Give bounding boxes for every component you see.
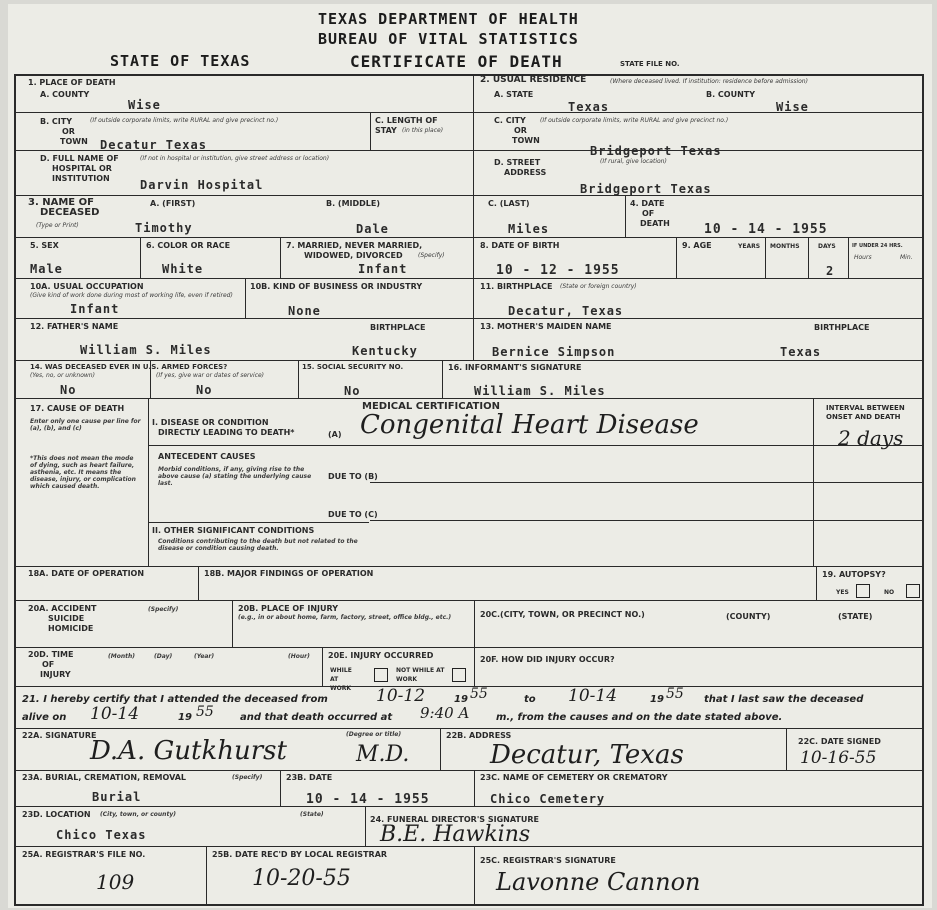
divider — [15, 600, 923, 601]
place-of-death-label: 1. PLACE OF DEATH — [28, 78, 116, 87]
divider — [15, 806, 923, 807]
street-label: D. STREET — [494, 158, 541, 167]
hospital-value: Darvin Hospital — [140, 178, 264, 192]
divider — [15, 398, 923, 399]
street-note: (If rural, give location) — [600, 158, 667, 165]
part1b-label: DIRECTLY LEADING TO DEATH* — [158, 428, 295, 437]
ssn-label: 15. SOCIAL SECURITY NO. — [302, 363, 404, 371]
date-23b-label: 23B. DATE — [286, 773, 333, 782]
stay-note: (in this place) — [402, 127, 444, 134]
color-label: 6. COLOR OR RACE — [146, 241, 231, 250]
part2-label: II. OTHER SIGNIFICANT CONDITIONS — [152, 526, 315, 535]
date-recd-label: 25B. DATE REC'D BY LOCAL REGISTRAR — [212, 850, 388, 859]
date-signed-label: 22C. DATE SIGNED — [798, 737, 881, 746]
res-street-value: Bridgeport Texas — [590, 144, 722, 158]
due-c-label: DUE TO (C) — [328, 510, 378, 519]
while-work-label: WHILE AT WORK — [330, 667, 352, 692]
funeral-label: 24. FUNERAL DIRECTOR'S SIGNATURE — [370, 815, 539, 824]
divider — [786, 729, 787, 770]
divider — [848, 238, 849, 278]
hour-label: (Hour) — [288, 653, 310, 660]
informant-label: 16. INFORMANT'S SIGNATURE — [448, 363, 582, 372]
divider — [474, 112, 923, 113]
occupation-label: 10A. USUAL OCCUPATION — [30, 282, 144, 291]
reg-file-label: 25A. REGISTRAR'S FILE NO. — [22, 850, 146, 859]
birthplace-label: 11. BIRTHPLACE — [480, 282, 553, 291]
business-value: None — [288, 304, 321, 318]
divider — [370, 520, 923, 521]
physician-signature: D.A. Gutkhurst — [90, 736, 287, 766]
divider — [676, 238, 677, 278]
accident-specify: (Specify) — [148, 606, 179, 613]
married-label-2: WIDOWED, DIVORCED — [304, 251, 403, 260]
divider — [140, 238, 141, 278]
divider — [15, 770, 923, 771]
certify-text-1: 21. I hereby certify that I attended the deceased from — [22, 694, 328, 705]
divider — [15, 112, 473, 113]
res-or-label: OR — [514, 126, 527, 135]
divider — [15, 195, 923, 196]
sig-address-value: Decatur, Texas — [490, 740, 684, 770]
state-p-label: (STATE) — [838, 612, 873, 621]
cause-label: 17. CAUSE OF DEATH — [30, 404, 125, 413]
divider — [206, 847, 207, 906]
to-label: to — [524, 694, 536, 705]
usual-residence-note: (Where deceased lived. If institution: residence before admission) — [610, 78, 808, 85]
married-specify: (Specify) — [418, 252, 445, 259]
not-while-checkbox[interactable] — [452, 668, 466, 682]
occupation-note: (Give kind of work done during most of working life, even if retired) — [30, 292, 233, 299]
divider — [149, 522, 369, 523]
age-days-value: 2 — [826, 264, 835, 278]
certificate-title: CERTIFICATE OF DEATH — [350, 52, 563, 71]
county-label: A. COUNTY — [40, 90, 90, 99]
divider — [440, 729, 441, 770]
location-label: 23D. LOCATION — [22, 810, 91, 819]
part1-label: I. DISEASE OR CONDITION — [152, 418, 269, 427]
autopsy-yes-checkbox[interactable] — [856, 584, 870, 598]
marital-value: Infant — [358, 262, 408, 276]
dept-title: TEXAS DEPARTMENT OF HEALTH — [318, 10, 579, 28]
divider — [298, 361, 299, 398]
divider — [322, 648, 323, 686]
birthplace-value: Decatur, Texas — [508, 304, 624, 318]
divider — [365, 807, 366, 846]
days-label: DAYS — [818, 243, 836, 250]
alive-year-value: 55 — [196, 704, 214, 720]
burial-value: Burial — [92, 790, 142, 804]
sex-label: 5. SEX — [30, 241, 59, 250]
from-year-19: 19 — [454, 694, 468, 705]
not-while-label: NOT WHILE AT WORK — [396, 667, 445, 683]
middle-label: B. (MIDDLE) — [326, 199, 381, 208]
deceased-label: DECEASED — [40, 207, 100, 218]
findings-label: 18B. MAJOR FINDINGS OF OPERATION — [204, 569, 374, 578]
hospital-note: (If not in hospital or institution, give street address or location) — [140, 155, 330, 162]
hospital-label: D. FULL NAME OF — [40, 154, 119, 163]
location-note: (City, town, or county) — [100, 811, 176, 818]
death-label: DEATH — [640, 219, 670, 228]
years-label: YEARS — [738, 243, 761, 250]
divider — [15, 647, 923, 648]
divider — [280, 238, 281, 278]
morbid-note: Morbid conditions, if any, giving rise to the above cause (a) stating the underlying cause last. — [158, 466, 312, 487]
date-signed-value: 10-16-55 — [800, 748, 877, 768]
medical-certification-label: MEDICAL CERTIFICATION — [362, 401, 500, 412]
to-year-value: 55 — [666, 686, 684, 702]
father-birthplace-value: Kentucky — [352, 344, 418, 358]
father-value: William S. Miles — [80, 343, 212, 357]
date-of-death-value: 10 - 14 - 1955 — [704, 222, 828, 237]
cause-note-2: *This does not mean the mode of dying, such as heart failure, asthenia, etc. It means the disease, injury, or complication which caused death. — [30, 455, 136, 490]
hospital-label-3: INSTITUTION — [52, 174, 110, 183]
cemetery-value: Chico Cemetery — [490, 792, 606, 806]
name-label: 3. NAME OF — [28, 197, 94, 208]
place-injury-note: (e.g., in or about home, farm, factory, street, office bldg., etc.) — [238, 614, 452, 621]
city-note: (If outside corporate limits, write RURAL and give precinct no.) — [90, 117, 279, 124]
date-of-label: OF — [642, 209, 655, 218]
injury-label: INJURY — [40, 670, 71, 679]
time-label: 20D. TIME — [28, 650, 74, 659]
armed-label: 14. WAS DECEASED EVER IN U.S. ARMED FORCES? — [30, 363, 228, 371]
divider — [474, 847, 475, 906]
city-town-label: 20C.(CITY, TOWN, OR PRECINCT NO.) — [480, 610, 645, 619]
divider — [15, 360, 923, 361]
months-label: MONTHS — [770, 243, 800, 250]
dob-value: 10 - 12 - 1955 — [496, 263, 620, 278]
res-city-label: C. CITY — [494, 116, 526, 125]
part1-a-label: (A) — [328, 430, 342, 439]
town-label: TOWN — [60, 137, 88, 146]
divider — [474, 771, 475, 806]
cause-a-value: Congenital Heart Disease — [360, 410, 699, 440]
stay-label: STAY — [375, 126, 397, 135]
autopsy-yes-label: YES — [836, 589, 849, 596]
city-value: Decatur Texas — [100, 138, 207, 152]
mother-birthplace-label: BIRTHPLACE — [814, 323, 870, 332]
address-22-label: 22B. ADDRESS — [446, 731, 512, 740]
state-23-label: (State) — [300, 811, 324, 818]
under24-label: IF UNDER 24 HRS. — [852, 243, 903, 249]
from-date-value: 10-12 — [376, 686, 426, 706]
hospital-label-2: HOSPITAL OR — [52, 164, 112, 173]
divider — [15, 278, 923, 279]
county-value: Wise — [128, 98, 161, 112]
occupation-value: Infant — [70, 302, 120, 316]
county-p-label: (COUNTY) — [726, 612, 771, 621]
last-name-value: Miles — [508, 222, 550, 236]
first-label: A. (FIRST) — [150, 199, 196, 208]
from-year-value: 55 — [470, 686, 488, 702]
alive-year-19: 19 — [178, 712, 192, 723]
res-city-note: (If outside corporate limits, write RURAL and give precinct no.) — [540, 117, 729, 124]
death-time-value: 9:40 A — [420, 704, 470, 722]
divider — [15, 237, 923, 238]
divider — [149, 445, 923, 446]
cause-note: Enter only one cause per line for (a), (b), and (c) — [30, 418, 141, 432]
date-label: 4. DATE — [630, 199, 665, 208]
due-b-label: DUE TO (B) — [328, 472, 378, 481]
divider — [625, 196, 626, 237]
res-state-label: A. STATE — [494, 90, 534, 99]
reg-file-value: 109 — [96, 870, 135, 894]
divider — [808, 238, 809, 278]
divider — [816, 567, 817, 600]
state-of-texas: STATE OF TEXAS — [110, 52, 251, 70]
divider — [370, 112, 371, 150]
divider — [370, 482, 923, 483]
autopsy-label: 19. AUTOPSY? — [822, 570, 886, 579]
birthplace-note: (State or foreign country) — [560, 283, 637, 290]
divider — [15, 566, 923, 567]
divider — [148, 399, 149, 566]
interval-label-2: ONSET AND DEATH — [826, 413, 901, 421]
date-recd-value: 10-20-55 — [252, 866, 351, 891]
accident-label: 20A. ACCIDENT — [28, 604, 97, 613]
min-label: Min. — [900, 254, 913, 261]
signature-label: 22A. SIGNATURE — [22, 731, 97, 740]
sex-value: Male — [30, 262, 63, 276]
or-label: OR — [62, 127, 75, 136]
type-print-note: (Type or Print) — [36, 222, 79, 229]
divider — [15, 150, 473, 151]
year-label: (Year) — [194, 653, 215, 660]
death-at-label: and that death occurred at — [240, 712, 393, 723]
burial-date-value: 10 - 14 - 1955 — [306, 792, 430, 807]
first-name-value: Timothy — [135, 221, 193, 235]
reg-sig-label: 25C. REGISTRAR'S SIGNATURE — [480, 856, 616, 865]
burial-label: 23A. BURIAL, CREMATION, REMOVAL — [22, 773, 187, 782]
degree-label: (Degree or title) — [346, 731, 402, 738]
length-label: C. LENGTH OF — [375, 116, 438, 125]
age-label: 9. AGE — [682, 241, 712, 250]
mother-label: 13. MOTHER'S MAIDEN NAME — [480, 322, 612, 331]
divider — [15, 686, 923, 687]
hours-label: Hours — [854, 254, 872, 261]
registrar-signature: Lavonne Cannon — [496, 868, 701, 896]
res-state-value: Texas — [568, 100, 610, 114]
part2-note: Conditions contributing to the death but not related to the disease or condition causing death. — [158, 538, 358, 552]
divider — [15, 318, 923, 319]
bureau-title: BUREAU OF VITAL STATISTICS — [318, 30, 579, 48]
divider — [198, 567, 199, 600]
res-address-value: Bridgeport Texas — [580, 182, 712, 196]
while-work-checkbox[interactable] — [374, 668, 388, 682]
armed-note-2: (If yes, give war or dates of service) — [156, 372, 265, 379]
divider — [280, 771, 281, 806]
suicide-label: SUICIDE — [48, 614, 85, 623]
res-town-label: TOWN — [512, 136, 540, 145]
city-label: B. CITY — [40, 117, 73, 126]
mother-value: Bernice Simpson — [492, 345, 616, 359]
interval-label: INTERVAL BETWEEN — [826, 404, 905, 412]
month-label: (Month) — [108, 653, 135, 660]
day-label: (Day) — [154, 653, 173, 660]
degree-value: M.D. — [356, 742, 410, 767]
place-injury-label: 20B. PLACE OF INJURY — [238, 604, 339, 613]
business-label: 10B. KIND OF BUSINESS OR INDUSTRY — [250, 282, 423, 291]
middle-name-value: Dale — [356, 222, 389, 236]
interval-value: 2 days — [838, 426, 904, 450]
state-file-no-label: STATE FILE NO. — [620, 60, 680, 68]
burial-specify: (Specify) — [232, 774, 263, 781]
divider — [245, 279, 246, 318]
father-birthplace-label: BIRTHPLACE — [370, 323, 426, 332]
m-from-label: m., from the causes and on the date stated above. — [496, 712, 783, 723]
operation-date-label: 18A. DATE OF OPERATION — [28, 569, 145, 578]
res-county-value: Wise — [776, 100, 809, 114]
last-label: C. (LAST) — [488, 199, 530, 208]
race-value: White — [162, 262, 204, 276]
res-county-label: B. COUNTY — [706, 90, 756, 99]
time-of-label: OF — [42, 660, 55, 669]
homicide-label: HOMICIDE — [48, 624, 94, 633]
antecedent-label: ANTECEDENT CAUSES — [158, 452, 256, 461]
funeral-signature: B.E. Hawkins — [380, 822, 531, 847]
divider — [442, 361, 443, 398]
usual-residence-label: 2. USUAL RESIDENCE — [480, 75, 587, 85]
to-date-value: 10-14 — [568, 686, 618, 706]
mother-birthplace-value: Texas — [780, 345, 822, 359]
autopsy-no-checkbox[interactable] — [906, 584, 920, 598]
alive-date-value: 10-14 — [90, 704, 140, 724]
divider — [232, 601, 233, 647]
divider — [765, 238, 766, 278]
father-label: 12. FATHER'S NAME — [30, 322, 119, 331]
to-year-19: 19 — [650, 694, 664, 705]
how-label: 20F. HOW DID INJURY OCCUR? — [480, 655, 615, 664]
alive-on-label: alive on — [22, 712, 67, 723]
armed-service-value: No — [196, 383, 213, 397]
certify-text-2: that I last saw the deceased — [704, 694, 864, 705]
location-value: Chico Texas — [56, 828, 147, 842]
address-label: ADDRESS — [504, 168, 547, 177]
dob-label: 8. DATE OF BIRTH — [480, 241, 560, 250]
injury-occurred-label: 20E. INJURY OCCURRED — [328, 651, 434, 660]
divider — [474, 601, 475, 686]
informant-value: William S. Miles — [474, 384, 606, 398]
cemetery-label: 23C. NAME OF CEMETERY OR CREMATORY — [480, 773, 668, 782]
armed-note: (Yes, no, or unknown) — [30, 372, 95, 379]
armed-value: No — [60, 383, 77, 397]
married-label: 7. MARRIED, NEVER MARRIED, — [286, 241, 423, 250]
autopsy-no-label: NO — [884, 589, 895, 596]
ssn-value: No — [344, 384, 361, 398]
